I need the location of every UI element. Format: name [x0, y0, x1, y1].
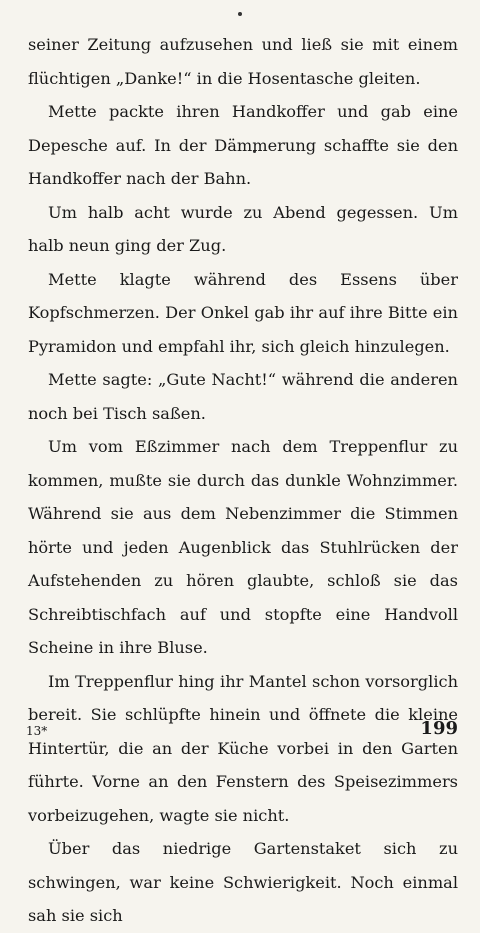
paragraph: Mette klagte während des Essens über Kopfschmerzen. Der Onkel gab ihr auf ihre Bitte ein Pyramidon und empfahl ihr, sich gleich hinzulegen.	[28, 269, 458, 356]
paragraph: Über das niedrige Gartenstaket sich zu schwingen, war keine Schwierigkeit. Noch einmal sah sie sich	[28, 839, 458, 925]
paragraph: Um halb acht wurde zu Abend gegessen. Um halb neun ging der Zug.	[28, 202, 458, 255]
paragraph: seiner Zeitung aufzusehen und ließ sie mit einem flüchtigen „Danke!“ in die Hosentasche gleiten.	[28, 35, 458, 88]
paragraph: Mette packte ihren Handkoffer und gab eine Depesche auf. In der Dämmerung schaffte sie den Handkoffer nach der Bahn.	[28, 102, 458, 188]
signature-mark: 13*	[26, 724, 48, 738]
paragraph: Mette sagte: „Gute Nacht!“ während die anderen noch bei Tisch saßen.	[28, 370, 458, 423]
paragraph: Im Treppenflur hing ihr Mantel schon vorsorglich bereit. Sie schlüpfte hinein und öffnete die kleine Hintertür, die an der Küche vorbei in den Garten führte. Vorne an den Fenstern des Speisezimmers vorbeizugehen, wagte sie nicht.	[28, 671, 458, 825]
paragraph: Um vom Eßzimmer nach dem Treppenflur zu kommen, mußte sie durch das dunkle Wohnzimmer. Während sie aus dem Nebenzimmer die Stimmen hörte und jeden Augenblick das Stuhlrücken der Aufstehenden zu hören glaubte, schloß sie das Schreibtischfach auf und stopfte eine Handvoll Scheine in ihre Bluse.	[28, 437, 458, 657]
page-body	[28, 28, 458, 933]
page-number: 199	[420, 718, 458, 739]
print-speck	[238, 12, 242, 16]
